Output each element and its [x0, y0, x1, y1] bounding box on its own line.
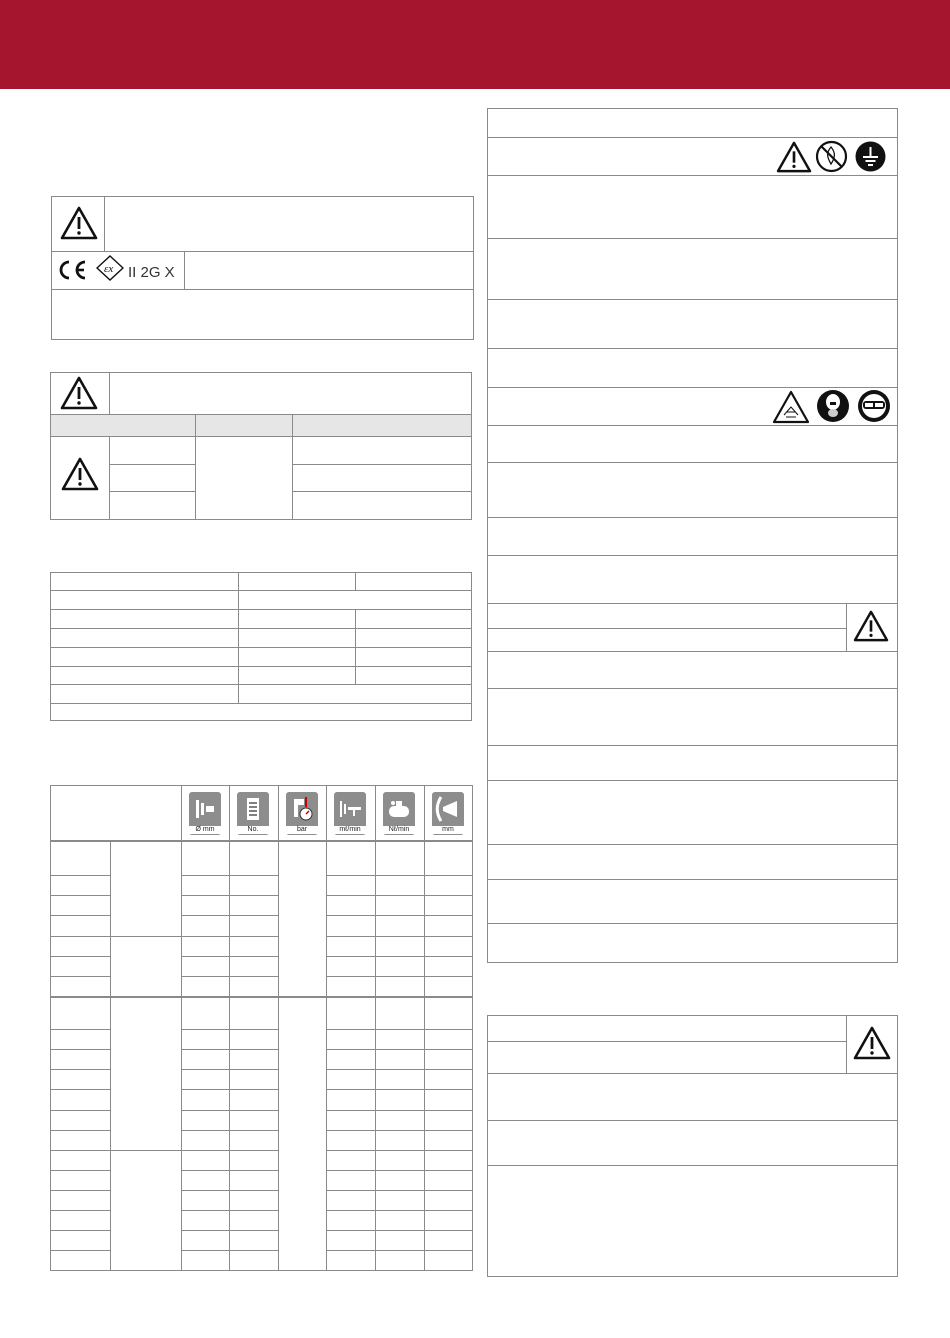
safety-goggles-icon: [857, 389, 891, 428]
warning-icon: [853, 1026, 891, 1065]
spray-spec-table: [50, 785, 473, 1271]
air-consumption-icon: [383, 792, 415, 835]
maintenance-box: [487, 1015, 898, 1277]
ce-mark-icon: [56, 259, 88, 286]
nozzle-diameter-icon: [189, 792, 221, 835]
technical-data-table: [50, 572, 472, 721]
fluid-flow-icon: [334, 792, 366, 835]
unit-label: No.: [237, 826, 269, 834]
header-banner: [0, 0, 950, 89]
grounding-icon: [854, 140, 887, 178]
atex-marking: II 2G X: [128, 264, 175, 281]
unit-label: mℓ/min: [334, 826, 366, 834]
unit-label: Nℓ/min: [383, 826, 415, 834]
svg-text:εx: εx: [104, 263, 114, 275]
warning-icon: [776, 141, 812, 178]
unit-label: mm: [432, 826, 464, 834]
ventilation-warning-icon: [772, 390, 810, 429]
warning-icon: [61, 457, 99, 496]
ex-mark-icon: [96, 255, 124, 286]
no-open-flame-icon: [815, 140, 848, 178]
unit-label: bar: [286, 826, 318, 834]
atex-box: [51, 196, 474, 340]
warning-icon: [60, 206, 98, 245]
spray-width-icon: [432, 792, 464, 835]
air-cap-number-icon: [237, 792, 269, 835]
pressure-gauge-icon: [286, 792, 318, 835]
warning-icon: [60, 376, 98, 415]
warning-icon: [853, 610, 889, 647]
unit-label: Ø mm: [189, 826, 221, 834]
respirator-mask-icon: [816, 389, 850, 428]
warning-table: [50, 372, 472, 520]
safety-instructions-box: [487, 108, 898, 963]
